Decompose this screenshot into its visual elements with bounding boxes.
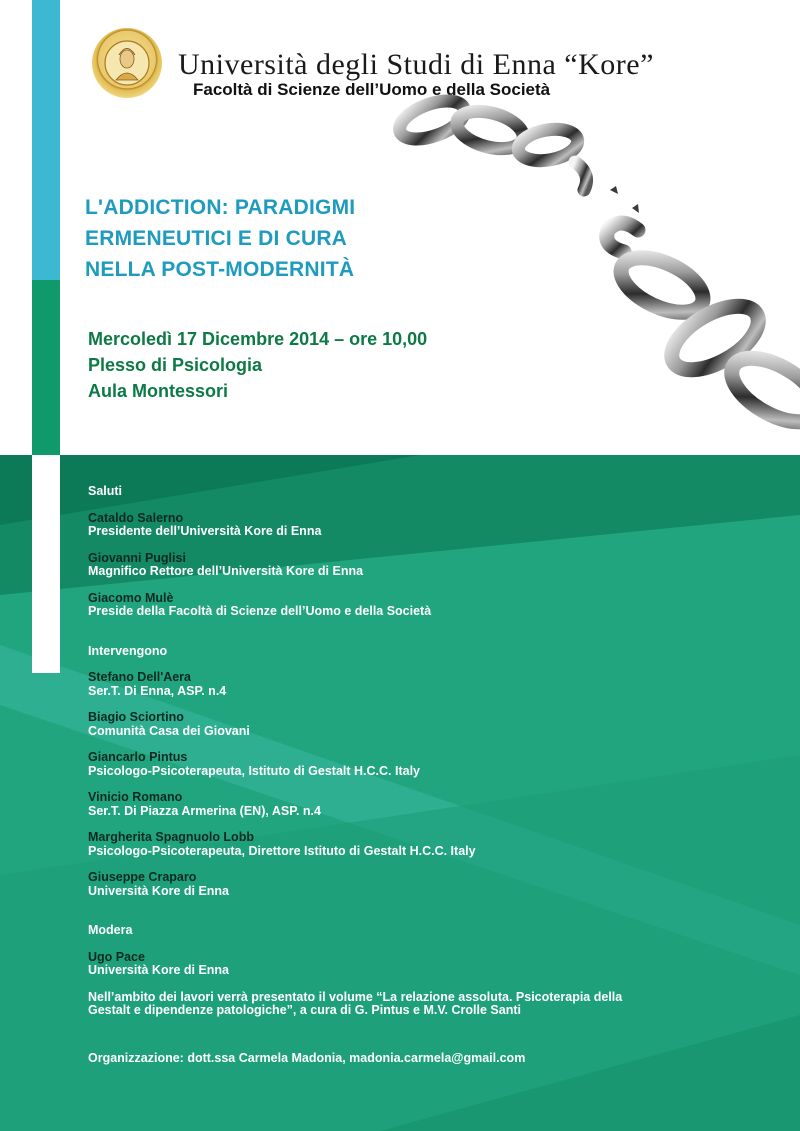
left-strip-cyan <box>32 0 60 280</box>
title-line-3: NELLA POST-MODERNITÀ <box>85 258 355 281</box>
left-strip-white <box>32 455 60 673</box>
speaker-entry <box>88 512 788 539</box>
speaker-role: Ser.T. Di Enna, ASP. n.4 <box>88 683 227 698</box>
speaker-name: Stefano Dell'Aera <box>88 670 192 684</box>
section-modera-heading: Modera <box>88 923 133 937</box>
event-title <box>85 192 355 285</box>
speaker-name: Ugo Pace <box>88 949 145 964</box>
left-strip-green <box>32 280 60 455</box>
speaker-name: Giovanni Puglisi <box>88 550 186 565</box>
speaker-entry <box>88 951 788 978</box>
speaker-role: Comunità Casa dei Giovani <box>88 723 250 738</box>
event-venue: Plesso di Psicologia <box>88 355 263 375</box>
speaker-name: Vinicio Romano <box>88 790 183 804</box>
speaker-entry <box>88 671 788 698</box>
broken-chain-icon <box>380 90 800 430</box>
speaker-role: Preside della Facoltà di Scienze dell’Uomo e della Società <box>88 604 432 618</box>
speaker-role: Psicologo-Psicoterapeuta, Istituto di Gestalt H.C.C. Italy <box>88 763 421 778</box>
speaker-entry <box>88 711 788 738</box>
speaker-name: Cataldo Salerno <box>88 510 184 525</box>
speaker-entry <box>88 791 788 818</box>
speaker-role: Università Kore di Enna <box>88 883 230 898</box>
university-name: Università degli Studi di Enna “Kore” <box>178 48 654 81</box>
faculty-name: Facoltà di Scienze dell’Uomo e della Società <box>193 80 551 99</box>
speaker-role: Università Kore di Enna <box>88 963 230 977</box>
university-seal-icon <box>92 28 162 98</box>
section-intervengono-heading: Intervengono <box>88 643 168 658</box>
note-line-1: Nell’ambito dei lavori verrà presentato il volume “La relazione assoluta. Psicoterapia della <box>88 989 623 1004</box>
speaker-entry <box>88 831 788 858</box>
speaker-role: Magnifico Rettore dell’Università Kore di Enna <box>88 564 364 578</box>
title-line-2: ERMENEUTICI E DI CURA <box>85 227 348 250</box>
book-presentation-note <box>88 991 788 1018</box>
event-room: Aula Montessori <box>88 381 229 401</box>
speaker-role: Ser.T. Di Piazza Armerina (EN), ASP. n.4 <box>88 803 321 818</box>
speaker-name: Margherita Spagnuolo Lobb <box>88 830 254 844</box>
speaker-entry <box>88 871 788 898</box>
speaker-entry <box>88 751 788 778</box>
event-info <box>88 326 427 404</box>
speaker-name: Giancarlo Pintus <box>88 750 188 764</box>
note-line-2: Gestalt e dipendenze patologiche”, a cura di G. Pintus e M.V. Crolle Santi <box>88 1003 521 1017</box>
title-line-1: L'ADDICTION: PARADIGMI <box>85 196 356 219</box>
speaker-entry <box>88 592 788 619</box>
speaker-name: Giuseppe Craparo <box>88 870 197 884</box>
speaker-entry <box>88 552 788 579</box>
organization-contact: Organizzazione: dott.ssa Carmela Madonia, madonia.carmela@gmail.com <box>88 1050 526 1065</box>
speaker-role: Psicologo-Psicoterapeuta, Direttore Istituto di Gestalt H.C.C. Italy <box>88 843 476 858</box>
speaker-name: Giacomo Mulè <box>88 590 174 605</box>
speaker-role: Presidente dell’Università Kore di Enna <box>88 524 322 538</box>
program-list <box>88 485 788 1065</box>
speaker-name: Biagio Sciortino <box>88 710 184 724</box>
section-saluti-heading: Saluti <box>88 484 123 498</box>
event-date-time: Mercoledì 17 Dicembre 2014 – ore 10,00 <box>88 329 428 349</box>
